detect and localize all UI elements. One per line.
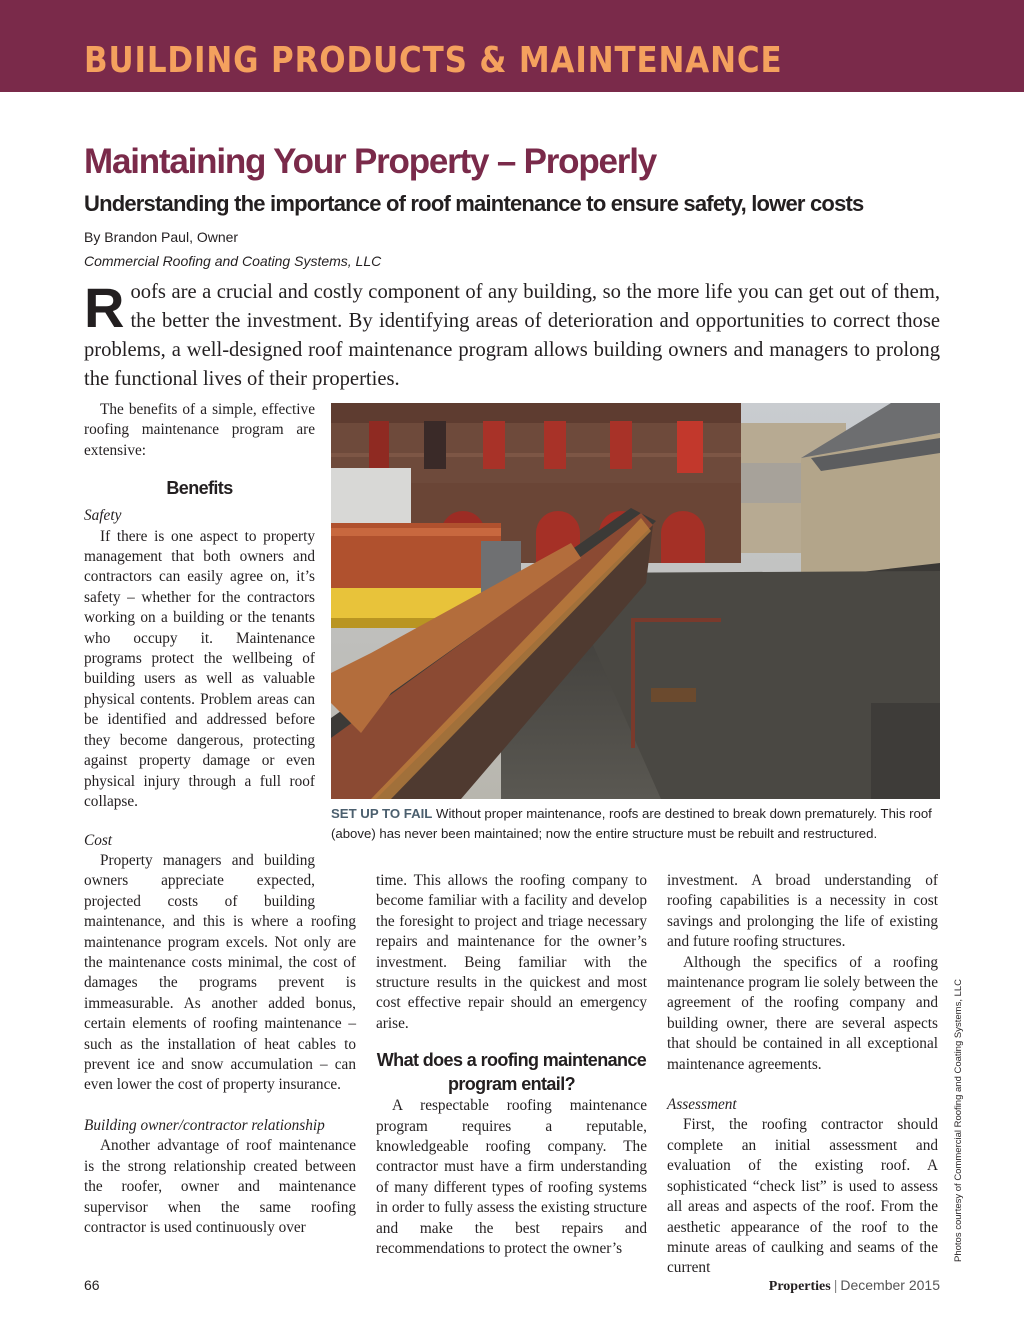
cost-subtitle: Cost xyxy=(84,832,113,849)
publication-name: Properties xyxy=(768,1279,831,1294)
section-header-band xyxy=(0,0,1024,92)
section-header-title: BUILDING PRODUCTS & MAINTENANCE xyxy=(84,40,783,81)
safety-paragraph: If there is one aspect to property management that both owners and contractors can easily agree on, it’s safety – whether for the contractors working on a building or the tenants who occupy it. Maintenance programs protect the wellbeing of building users as well as valuable physical contents. Problem areas can be identified and addressed before they become dangerous, protecting against property damage or even physical injury through a full roof collapse. xyxy=(84,527,315,810)
caption-text: Without proper maintenance, roofs are destined to break down prematurely. This roof (above) has never been maintained; now the entire structure must be rebuilt and restructured. xyxy=(331,806,932,841)
relationship-paragraph: Another advantage of roof maintenance is the strong relationship created between the roofer, owner and maintenance supervisor when the same roofing contractor is used continuously over xyxy=(84,1137,356,1236)
drop-cap: R xyxy=(84,276,125,339)
lede-text: oofs are a crucial and costly component of any building, so the more life you can get out of them, the better the investment. By identifying areas of deterioration and opportunities to correct those problems, a well-designed roof maintenance program allows building owners and managers to prolong the functional lives of their properties. xyxy=(84,281,940,390)
column-2-top-paragraph: time. This allows the roofing company to become familiar with a facility and develop the foresight to project and triage necessary repairs and maintenance for the owner’s investment. Being familiar with the structure results in the quickest and most cost effective repair should an emergency arise. xyxy=(376,872,647,1032)
cost-paragraph: Property managers and building owners appreciate expected, projected costs of building maintenance, and this is where a roofing maintenance program excels. Not only are the maintenance costs minimal, the cost of damages the programs prevent is immeasurable. As another added bonus, certain elements of roofing maintenance – such as the installation of heat cables to prevent ice and snow accumulation – can even lower the cost of property insurance. xyxy=(84,852,356,1094)
column-1-bottom xyxy=(84,851,356,1238)
caption-label: SET UP TO FAIL xyxy=(331,806,433,821)
relationship-subtitle: Building owner/contractor relationship xyxy=(84,1116,325,1134)
footer-publication xyxy=(769,1276,940,1296)
column-1-top xyxy=(84,400,315,812)
column-2-bottom-paragraph: A respectable roofing maintenance program requires a reputable, knowledgeable roofing company. The contractor must have a firm understanding of many different types of roofing systems in order to fully assess the existing structure and make the best repairs and recommendations to protect the owner’s xyxy=(376,1097,647,1258)
safety-subtitle: Safety xyxy=(84,507,122,525)
page-number: 66 xyxy=(84,1277,100,1293)
issue-date: December 2015 xyxy=(840,1277,940,1293)
article-title: Maintaining Your Property – Properly xyxy=(84,142,657,181)
photo-float-space xyxy=(315,851,356,892)
photo-credit: Photos courtesy of Commercial Roofing and Coating Systems, LLC xyxy=(953,978,964,1262)
column-3-mid-paragraph: Although the specifics of a roofing maintenance program lie solely between the agreement of the roofing company and building owner, there are several aspects that should be contained in all exceptional maintenance agreements. xyxy=(667,953,938,1073)
assessment-subtitle: Assessment xyxy=(667,1096,737,1114)
column-3-top-paragraph: investment. A broad understanding of roofing capabilities is a necessity in cost savings and prolonging the life of existing and future roofing structures. xyxy=(667,872,938,951)
assessment-paragraph: First, the roofing contractor should complete an initial assessment and evaluation of the existing roof. A sophisticated “check list” is used to assess all areas and aspects of the roof. From the aesthetic appearance of the roof to the minute areas of caulking and seams of the current xyxy=(667,1116,938,1277)
lede-paragraph xyxy=(84,278,940,394)
author-company: Commercial Roofing and Coating Systems, LLC xyxy=(84,253,382,269)
benefits-heading: Benefits xyxy=(166,478,233,499)
column-2 xyxy=(376,871,647,1260)
article-subtitle: Understanding the importance of roof maintenance to ensure safety, lower costs xyxy=(84,191,864,216)
roof-photo xyxy=(331,403,940,799)
footer-separator: | xyxy=(833,1277,838,1293)
intro-paragraph: The benefits of a simple, effective roofing maintenance program are extensive: xyxy=(84,401,315,459)
entail-heading: What does a roofing maintenance program entail? xyxy=(376,1050,647,1095)
byline: By Brandon Paul, Owner xyxy=(84,229,239,245)
column-3 xyxy=(667,871,938,1279)
photo-caption xyxy=(331,804,943,844)
